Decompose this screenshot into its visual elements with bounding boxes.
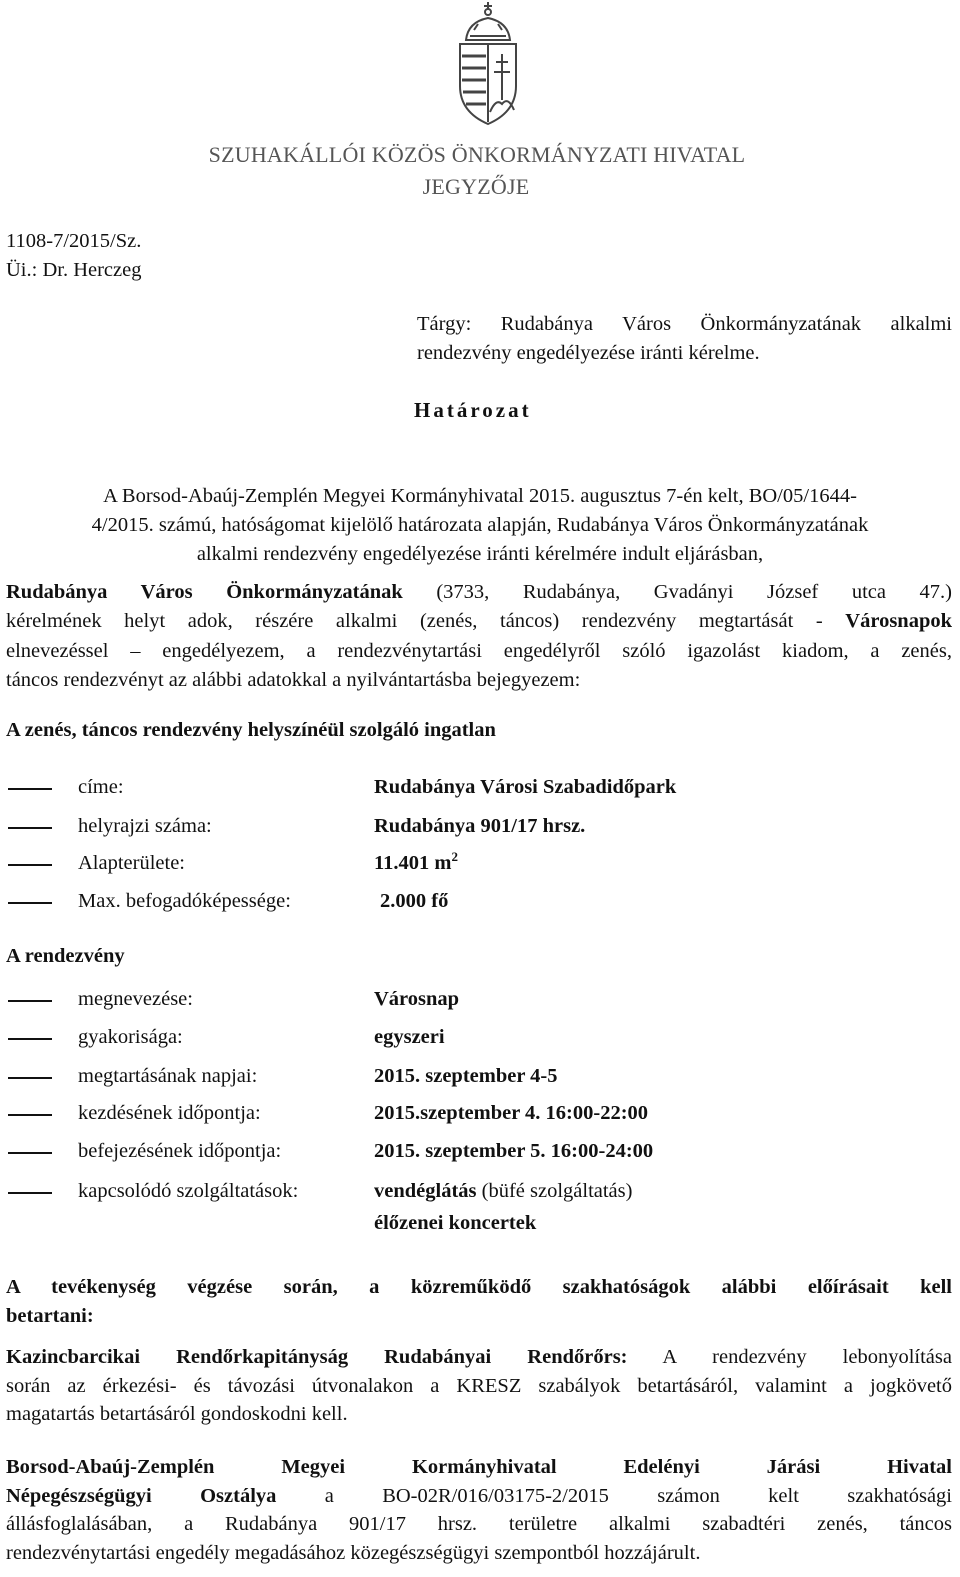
- police-requirement-line-3: magatartás betartásáról gondoskodni kell.: [6, 1403, 348, 1425]
- coat-of-arms-icon: [438, 0, 538, 128]
- venue-heading: A zenés, táncos rendezvény helyszínéül szolgáló ingatlan: [6, 719, 496, 741]
- event-name-inline: Városnapok: [845, 610, 952, 632]
- dash-bullet: [8, 1000, 52, 1002]
- police-authority-name: Kazincbarcikai Rendőrkapitányság Rudabányai Rendőrőrs:: [6, 1346, 628, 1368]
- event-item: kezdésének időpontja: 2015.szeptember 4. 16:00-22:00: [0, 1102, 960, 1132]
- police-requirement-line-1: Kazincbarcikai Rendőrkapitányság Rudabányai Rendőrőrs: A rendezvény lebonyolítása: [6, 1346, 952, 1368]
- venue-item: helyrajzi száma: Rudabánya 901/17 hrsz.: [0, 815, 960, 845]
- event-item: megnevezése: Városnap: [0, 988, 960, 1018]
- case-handler: Üi.: Dr. Herczeg: [6, 259, 142, 281]
- main-line-4: táncos rendezvényt az alábbi adatokkal a nyilvántartásba bejegyezem:: [6, 669, 581, 691]
- subject-line-2: rendezvény engedélyezése iránti kérelme.: [417, 342, 760, 364]
- event-item: kapcsolódó szolgáltatások: vendéglátás (büfé szolgáltatás) élőzenei koncertek: [0, 1180, 960, 1242]
- dash-bullet: [8, 827, 52, 829]
- office-name: SZUHAKÁLLÓI KÖZÖS ÖNKORMÁNYZATI HIVATAL: [208, 142, 746, 167]
- dash-bullet: [8, 902, 52, 904]
- venue-item: címe: Rudabánya Városi Szabadidőpark: [0, 776, 960, 806]
- event-item: megtartásának napjai: 2015. szeptember 4-5: [0, 1065, 960, 1095]
- health-authority-line-1: Borsod-Abaúj-Zemplén Megyei Kormányhivatal Edelényi Járási Hivatal: [6, 1456, 952, 1478]
- venue-item: Max. befogadóképessége: 2.000 fő: [0, 890, 960, 920]
- health-requirement-line-4: rendezvénytartási engedély megadásához közegészségügyi szempontból hozzájárult.: [6, 1542, 701, 1564]
- health-requirement-line-2: Népegészségügyi Osztálya a BO-02R/016/03175-2/2015 számon kelt szakhatósági: [6, 1485, 953, 1507]
- main-line-1: Rudabánya Város Önkormányzatának (3733, Rudabánya, Gvadányi József utca 47.): [6, 581, 952, 603]
- intro-line-2: 4/2015. számú, hatóságomat kijelölő határozata alapján, Rudabánya Város Önkormányzatának: [91, 514, 869, 536]
- dash-bullet: [8, 788, 52, 790]
- dash-bullet: [8, 1192, 52, 1194]
- dash-bullet: [8, 1152, 52, 1154]
- subject-line-1: Tárgy: Rudabánya Város Önkormányzatának alkalmi: [417, 313, 952, 335]
- event-item: befejezésének időpontja: 2015. szeptember 5. 16:00-24:00: [0, 1140, 960, 1170]
- applicant-name: Rudabánya Város Önkormányzatának: [6, 581, 403, 603]
- health-requirement-line-3: állásfoglalásában, a Rudabánya 901/17 hrsz. területre alkalmi szabadtéri zenés, táncos: [6, 1513, 952, 1535]
- police-requirement-line-2: során az érkezési- és távozási útvonalakon a KRESZ szabályok betartásáról, valamint a jogkövető: [6, 1375, 952, 1397]
- requirements-heading-line-1: A tevékenység végzése során, a közreműködő szakhatóságok alábbi előírásait kell: [6, 1276, 952, 1298]
- intro-line-1: A Borsod-Abaúj-Zemplén Megyei Kormányhivatal 2015. augusztus 7-én kelt, BO/05/1644-: [103, 485, 857, 507]
- reference-number: 1108-7/2015/Sz.: [6, 230, 142, 252]
- dash-bullet: [8, 1038, 52, 1040]
- event-heading: A rendezvény: [6, 945, 125, 967]
- office-role: JEGYZŐJE: [422, 174, 530, 199]
- dash-bullet: [8, 1077, 52, 1079]
- main-line-2: kérelmének helyt adok, részére alkalmi (zenés, táncos) rendezvény megtartását - Városnapok: [6, 610, 952, 632]
- intro-line-3: alkalmi rendezvény engedélyezése iránti kérelmére indult eljárásban,: [196, 543, 764, 565]
- decision-title: Határozat: [414, 398, 532, 422]
- dash-bullet: [8, 1114, 52, 1116]
- event-item: gyakorisága: egyszeri: [0, 1026, 960, 1056]
- health-department-name: Népegészségügyi Osztálya: [6, 1485, 277, 1507]
- requirements-heading-line-2: betartani:: [6, 1305, 94, 1327]
- venue-item: Alapterülete: 11.401 $m^2$: [0, 852, 960, 882]
- main-line-3: elnevezéssel – engedélyezem, a rendezvénytartási engedélyről szóló igazolást kiadom, a zenés,: [6, 640, 952, 662]
- dash-bullet: [8, 864, 52, 866]
